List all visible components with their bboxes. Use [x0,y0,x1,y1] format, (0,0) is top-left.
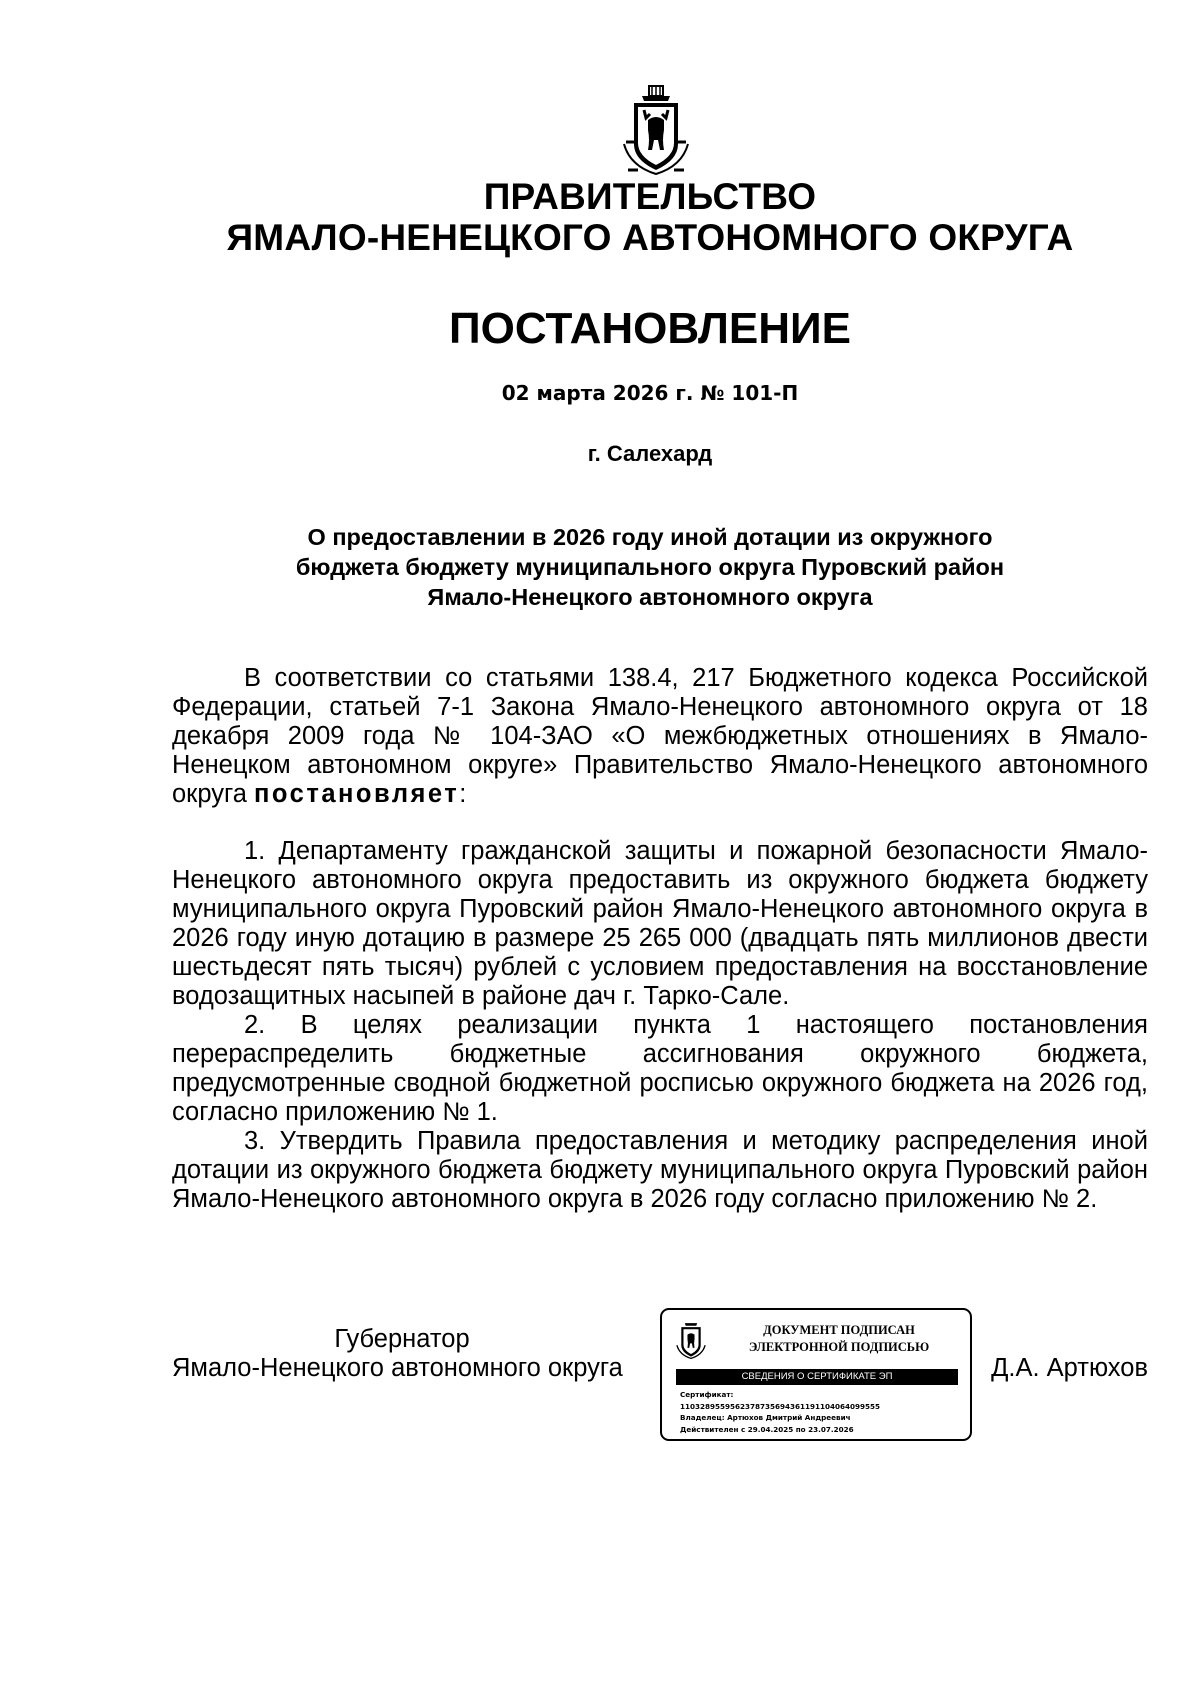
resolution-item: 3. Утвердить Правила предоставления и методику распределения иной дотации из окружного бюджета бюджету муниципального округа Пуровский район Ямало-Ненецкого автономного округа в 2026 году согласно приложению № 2. [172,1127,1148,1213]
subject-line: Ямало-Ненецкого автономного округа [427,584,873,610]
resolution-items [172,837,1148,1214]
coat-of-arms-icon [622,84,690,176]
electronic-signature-stamp [660,1308,972,1441]
document-subject [230,522,1070,612]
preamble [172,664,1148,809]
resolution-item: 2. В целях реализации пункта 1 настоящего постановления перераспределить бюджетные ассигнования окружного бюджета, предусмотренные сводной бюджетной росписью окружного бюджета на 2026 год, согласно приложению № 1. [172,1011,1148,1126]
certificate-number: 1103289559562378735694361191104064099555 [680,1401,881,1411]
certificate-validity: Действителен с 29.04.2025 по 23.07.2026 [680,1424,854,1434]
preamble-paragraph [172,664,1148,809]
org-name-line2: ЯМАЛО-НЕНЕЦКОГО АВТОНОМНОГО ОКРУГА [226,217,1074,258]
certificate-details [680,1389,962,1435]
coat-of-arms-icon [676,1318,706,1360]
preamble-text: В соответствии со статьями 138.4, 217 Бюджетного кодекса Российской Федерации, статьей 7-1 Закона Ямало-Ненецкого автономного округа от 18 декабря 2009 года № 104-ЗАО «О межбюджетных отношениях в Ямало-Ненецком автономном округе» Правительство Ямало-Ненецкого автономного округа [172,664,1148,808]
stamp-heading [714,1322,964,1356]
signatory-name: Д.А. Артюхов [991,1354,1148,1382]
stamp-heading-line: ДОКУМЕНТ ПОДПИСАН [763,1323,915,1337]
certificate-info-bar: СВЕДЕНИЯ О СЕРТИФИКАТЕ ЭП [676,1369,958,1385]
subject-line: О предоставлении в 2026 году иной дотации из окружного [307,524,993,550]
certificate-label: Сертификат: [680,1390,734,1399]
decree-word: постановляет [254,780,460,808]
subject-line: бюджета бюджету муниципального округа Пуровский район [295,554,1005,580]
preamble-colon: : [459,780,467,808]
document-city: г. Салехард [587,441,713,466]
stamp-heading-line: ЭЛЕКТРОННОЙ ПОДПИСЬЮ [748,1340,930,1354]
certificate-owner: Владелец: Артюхов Дмитрий Андреевич [680,1413,851,1422]
document-type: ПОСТАНОВЛЕНИЕ [448,304,852,353]
resolution-item: 1. Департаменту гражданской защиты и пожарной безопасности Ямало-Ненецкого автономного округа предоставить из окружного бюджета бюджету муниципального округа Пуровский район Ямало-Ненецкого автономного округа в 2026 году иную дотацию в размере 25 265 000 (двадцать пять миллионов двести шестьдесят пять тысяч) рублей с условием предоставления на восстановление водозащитных насыпей в районе дач г. Тарко-Сале. [172,837,1148,1010]
signatory-title: Губернатор [334,1325,470,1353]
signatory-region: Ямало-Ненецкого автономного округа [172,1354,623,1382]
org-name-line1: ПРАВИТЕЛЬСТВО [483,176,817,217]
document-date-number: 02 марта 2026 г. № 101-П [501,381,799,405]
